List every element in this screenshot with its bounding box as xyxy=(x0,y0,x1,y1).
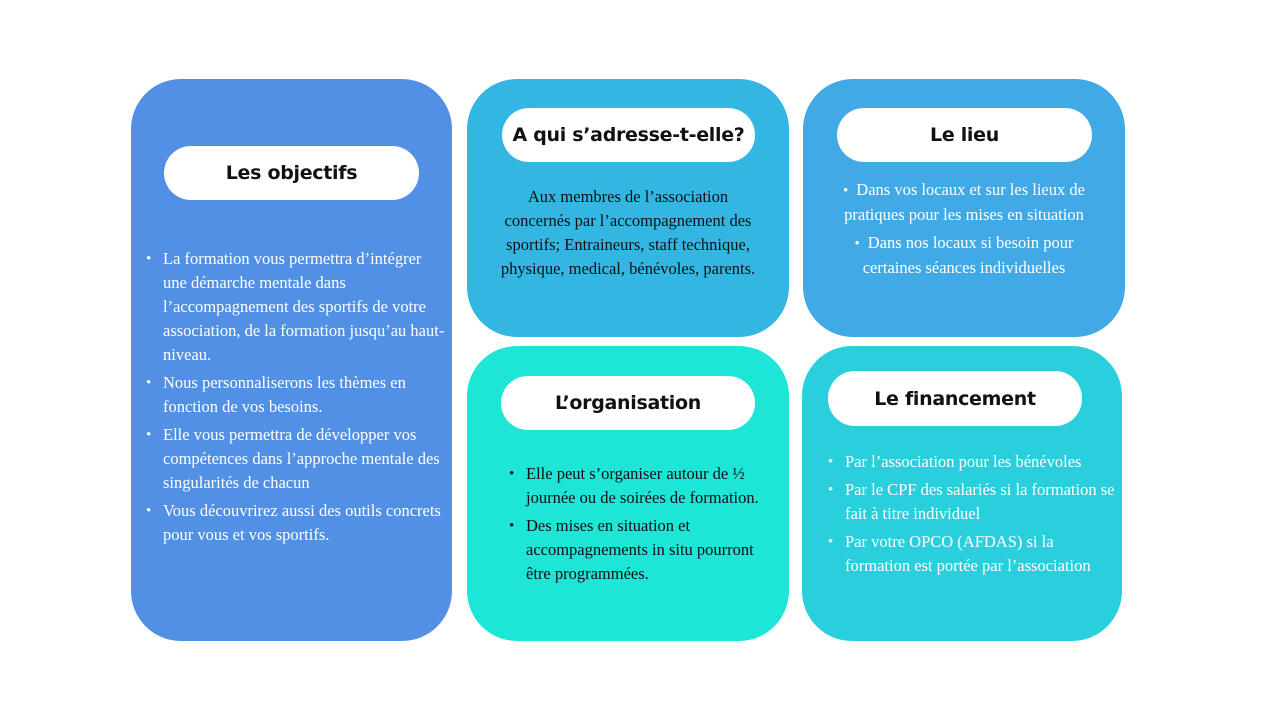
adresse-text: Aux membres de l’association concernés par l’accompagnement des sportifs; Entraineurs, staff technique, physique, medical, bénévoles, parents. xyxy=(500,187,756,278)
lieu-title: Le lieu xyxy=(837,108,1092,162)
adresse-title: A qui s’adresse-t-elle? xyxy=(502,108,755,162)
organisation-list xyxy=(509,462,769,586)
objectifs-title: Les objectifs xyxy=(164,146,419,200)
organisation-title: L’organisation xyxy=(501,376,755,430)
financement-card xyxy=(802,346,1122,641)
list-item: • La formation vous permettra d’intégrer une démarche mentale dans l’accompagnement des sportifs de votre association, de la formation jusqu’au haut-niveau. xyxy=(146,247,446,367)
adresse-card xyxy=(467,79,789,337)
objectifs-list xyxy=(146,247,446,547)
list-item: • Par le CPF des salariés si la formation se fait à titre individuel xyxy=(828,478,1118,526)
organisation-card xyxy=(467,346,789,641)
list-item: • Vous découvrirez aussi des outils concrets pour vous et vos sportifs. xyxy=(146,499,446,547)
organisation-content xyxy=(509,462,769,590)
financement-content xyxy=(828,450,1118,582)
objectifs-card xyxy=(131,79,452,641)
financement-list xyxy=(828,450,1118,578)
lieu-content xyxy=(833,178,1095,284)
lieu-list xyxy=(833,178,1095,280)
list-item: • Des mises en situation et accompagnements in situ pourront être programmées. xyxy=(509,514,769,586)
list-item: • Dans vos locaux et sur les lieux de pratiques pour les mises en situation xyxy=(833,178,1095,227)
financement-title: Le financement xyxy=(828,371,1082,426)
list-item: • Elle peut s’organiser autour de ½ journée ou de soirées de formation. xyxy=(509,462,769,510)
objectifs-content xyxy=(146,247,446,551)
list-item: • Par votre OPCO (AFDAS) si la formation est portée par l’association xyxy=(828,530,1118,578)
list-item: • Dans nos locaux si besoin pour certaines séances individuelles xyxy=(833,231,1095,280)
list-item: • Par l’association pour les bénévoles xyxy=(828,450,1118,474)
list-item: • Nous personnaliserons les thèmes en fonction de vos besoins. xyxy=(146,371,446,419)
list-item: • Elle vous permettra de développer vos compétences dans l’approche mentale des singularités de chacun xyxy=(146,423,446,495)
lieu-card xyxy=(803,79,1125,337)
